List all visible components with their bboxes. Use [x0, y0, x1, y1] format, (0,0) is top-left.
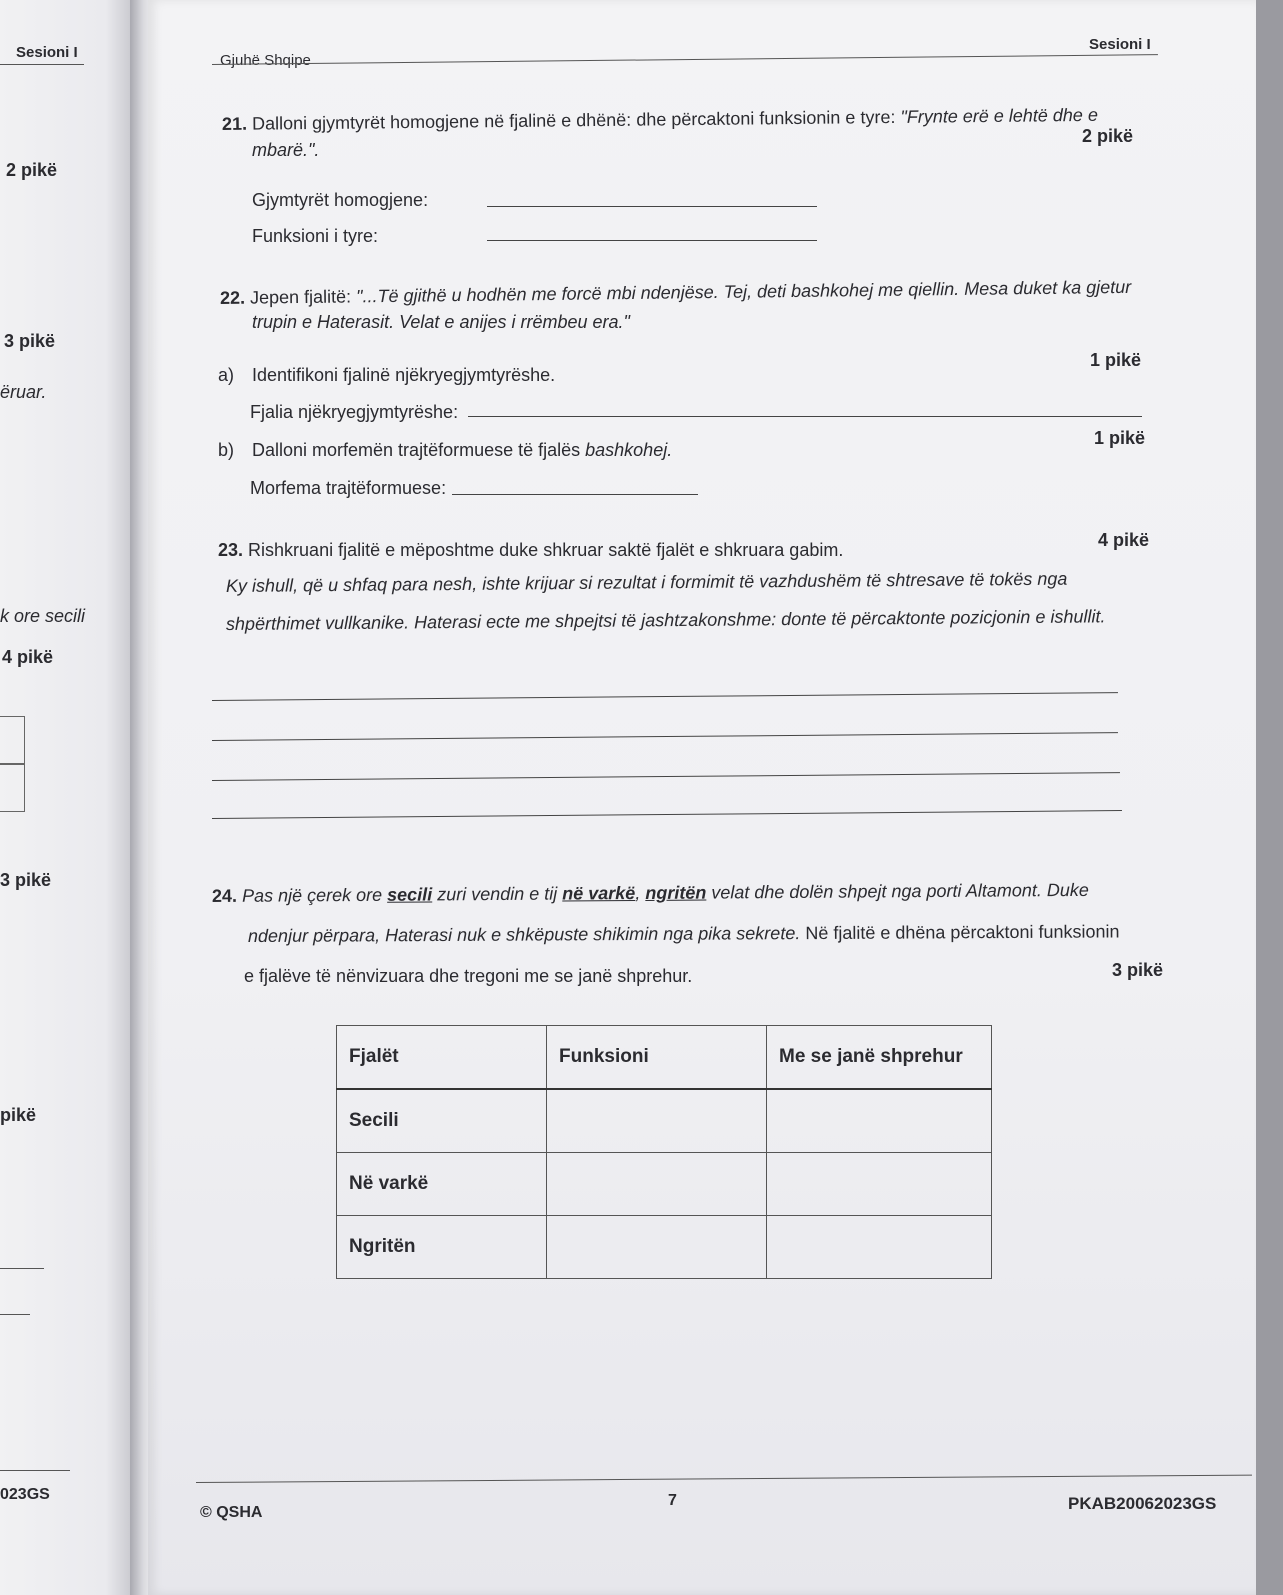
left-points-4: 4 pikë	[2, 647, 54, 667]
left-session: Sesioni I	[16, 44, 78, 61]
q22-b-word: bashkohej.	[585, 440, 673, 460]
left-points-3: 3 pikë	[4, 331, 56, 351]
q24-number: 24.	[211, 885, 238, 906]
q24-line2-italic: ndenjur përpara, Haterasi nuk e shkëpuste shikimin nga pika sekrete.	[247, 923, 801, 946]
footer-code: PKAB20062023GS	[1068, 1494, 1217, 1513]
header-session: Sesioni I	[1089, 36, 1151, 53]
q21-field2-blank[interactable]	[487, 240, 817, 241]
table-row	[337, 1216, 992, 1279]
q21-field2-label: Funksioni i tyre:	[252, 226, 379, 246]
left-header-rule	[0, 64, 84, 65]
q24-line2-rest: Në fjalitë e dhëna përcaktoni funksionin	[800, 921, 1120, 944]
left-blank-1	[0, 1268, 44, 1269]
q22-quote-2: trupin e Haterasit. Velat e anijes i rrëmbeu era."	[252, 312, 630, 332]
q22-number: 22.	[219, 287, 246, 308]
footer-copyright: © QSHA	[200, 1504, 263, 1521]
left-points-partial: pikë	[0, 1105, 37, 1125]
q23-text-1: Ky ishull, që u shfaq para nesh, ishte krijuar si rezultat i formimit të vazhdushëm të shtresave të tokës nga	[225, 568, 1068, 596]
q23-number: 23.	[218, 540, 244, 560]
q24-underlined-ngriten: ngritën	[645, 882, 707, 903]
q23-text-2: shpërthimet vullkanike. Haterasi ecte me shpejtsi të jashtzakonshme: donte të përcaktonte pozicjonin e ishullit.	[225, 606, 1106, 634]
q22-b-label: b)	[218, 440, 235, 460]
left-points-2: 2 pikë	[6, 160, 58, 180]
q24-line3: e fjalëve të nënvizuara dhe tregoni me se janë shprehur.	[244, 966, 693, 986]
table-word-cell: Në varkë	[337, 1153, 547, 1216]
q22-a-points: 1 pikë	[1090, 350, 1142, 370]
q22-b-text: Dalloni morfemën trajtëformuese të fjalës	[252, 440, 586, 460]
left-page	[0, 0, 132, 1595]
table-word-cell: Ngritën	[337, 1216, 547, 1279]
q22-intro: Jepen fjalitë:	[249, 286, 357, 308]
q22-b-field: Morfema trajtëformuese:	[250, 478, 447, 498]
q22-quote-1: "...Të gjithë u hodhën me forcë mbi ndenjëse. Tej, deti bashkohej me qiellin. Mesa duket ka gjetur	[355, 276, 1132, 307]
q24-line1-d: velat dhe dolën shpejt nga porti Altamont. Duke	[706, 879, 1089, 903]
left-fragment-eruar: ëruar.	[0, 382, 47, 402]
table-header-fjalet: Fjalët	[337, 1026, 547, 1090]
table-expressed-cell[interactable]	[767, 1216, 992, 1279]
left-footer-rule	[0, 1470, 70, 1471]
left-footer-code: 023GS	[0, 1486, 50, 1503]
q22-b-line	[252, 440, 672, 461]
table-header-me-se-jane-shprehur: Me se janë shprehur	[767, 1026, 992, 1090]
left-score-box-2	[0, 764, 25, 812]
table-header-funksioni: Funksioni	[547, 1026, 767, 1090]
table-expressed-cell[interactable]	[767, 1153, 992, 1216]
left-score-box-1	[0, 716, 25, 764]
table-header-row	[337, 1026, 992, 1090]
table-function-cell[interactable]	[547, 1089, 767, 1153]
footer-page-number: 7	[668, 1492, 677, 1509]
table-function-cell[interactable]	[547, 1216, 767, 1279]
q21-quote-2: mbarë.".	[252, 140, 320, 160]
q23-prompt: Rishkruani fjalitë e mëposhtme duke shkruar saktë fjalët e shkruara gabim.	[248, 540, 844, 560]
q21-field1-blank[interactable]	[487, 206, 817, 207]
q24-line1-b: zuri vendin e tij	[432, 883, 563, 905]
q22-a-field: Fjalia njëkryegjymtyrëshe:	[250, 402, 459, 422]
left-blank-2	[0, 1314, 30, 1315]
q22-b-points: 1 pikë	[1094, 428, 1146, 448]
q24-underlined-ne-varke: në varkë	[562, 883, 636, 904]
q24-points: 3 pikë	[1112, 960, 1164, 980]
q21-quote-1: "Frynte erë e lehtë dhe e	[900, 104, 1099, 127]
q24-underlined-secili: secili	[387, 884, 433, 905]
q22-b-blank[interactable]	[452, 494, 698, 495]
left-points-3b: 3 pikë	[0, 870, 52, 890]
answer-table	[336, 1025, 992, 1279]
q21-points: 2 pikë	[1082, 126, 1134, 146]
table-row	[337, 1089, 992, 1153]
table-function-cell[interactable]	[547, 1153, 767, 1216]
q23-line	[218, 540, 843, 561]
q23-points: 4 pikë	[1098, 530, 1150, 550]
q21-prompt: Dalloni gjymtyrët homogjene në fjalinë e dhënë: dhe përcaktoni funksionin e tyre:	[251, 106, 901, 134]
header-subject: Gjuhë Shqipe	[220, 52, 311, 69]
q21-field1-label: Gjymtyrët homogjene:	[252, 190, 429, 210]
q22-a-label: a)	[218, 365, 235, 385]
q24-line1-a: Pas një çerek ore	[241, 884, 388, 906]
q22-a-blank[interactable]	[468, 416, 1142, 417]
table-row	[337, 1153, 992, 1216]
q21-number: 21.	[221, 113, 248, 134]
table-word-cell: Secili	[337, 1089, 547, 1153]
left-fragment-ore-secili: k ore secili	[0, 606, 86, 626]
q22-a-text: Identifikoni fjalinë njëkryegjymtyrëshe.	[252, 365, 556, 385]
q24-line1-c: ,	[635, 882, 646, 904]
table-expressed-cell[interactable]	[767, 1089, 992, 1153]
